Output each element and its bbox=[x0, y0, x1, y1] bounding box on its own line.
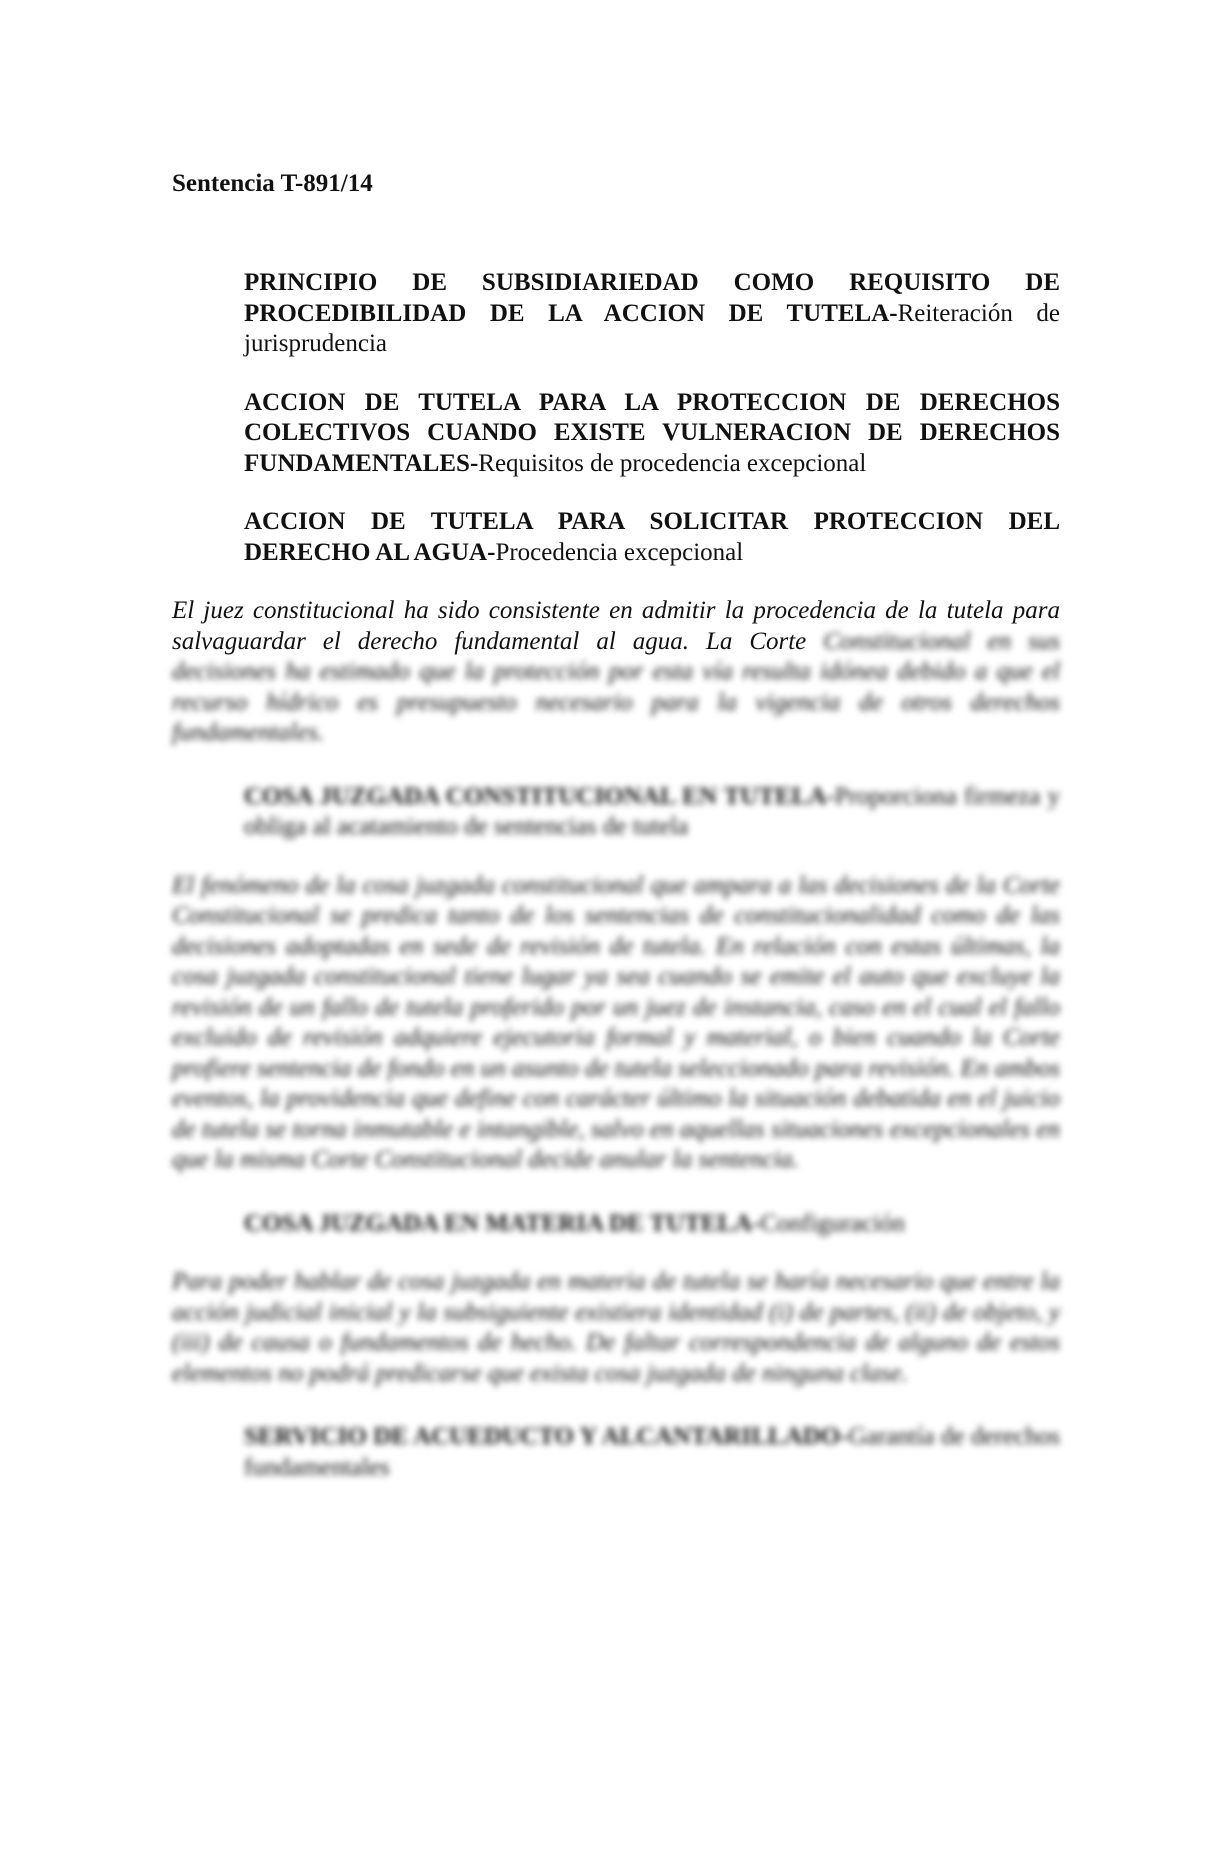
descriptor-4 bbox=[244, 782, 1060, 843]
descriptor-subheading: Procedencia excepcional bbox=[495, 538, 744, 566]
summary-paragraph bbox=[172, 596, 1060, 749]
document-title: Sentencia T-891/14 bbox=[172, 170, 373, 197]
descriptor-heading: COSA JUZGADA EN MATERIA DE TUTELA- bbox=[244, 1209, 761, 1237]
summary-paragraph-3: Para poder hablar de cosa juzgada en materia de tutela se haría necesario que entre la acción judicial inicial y la subsiguiente existiera identidad (i) de partes, (ii) de objeto, y (iii) de causa o fundamentos de hecho. De faltar correspondencia de alguno de estos elementos no podrá predicarse que exista cosa juzgada de ninguna clase. bbox=[172, 1268, 1060, 1387]
descriptor-heading: SERVICIO DE ACUEDUCTO Y ALCANTARILLADO- bbox=[244, 1423, 849, 1450]
descriptor-subheading: Proporciona firmeza y obliga al acatamiento de sentencias de tutela bbox=[244, 782, 1060, 840]
descriptor-subheading: Configuración bbox=[760, 1209, 905, 1237]
summary-blurred-text: Constitucional en sus decisiones ha estimado que la protección por esta vía resulta idónea debido a que el recurso hídrico es presupuesto necesario para la vigencia de otros derechos fundamentales. bbox=[172, 627, 1060, 746]
descriptor-heading: COSA JUZGADA CONSTITUCIONAL EN TUTELA- bbox=[244, 782, 835, 810]
descriptor-1 bbox=[244, 268, 1060, 360]
descriptor-2 bbox=[244, 388, 1060, 480]
document-body bbox=[172, 168, 1060, 1483]
summary-visible-text: El juez constitucional ha sido consistente en admitir la procedencia de la tutela para salvaguardar el derecho fundamental al agua. La Corte bbox=[172, 597, 1060, 655]
descriptor-3 bbox=[244, 507, 1060, 568]
descriptor-heading: ACCION DE TUTELA PARA SOLICITAR PROTECCION DEL DERECHO AL AGUA- bbox=[244, 508, 1060, 566]
descriptor-6 bbox=[244, 1422, 1060, 1483]
descriptor-heading: PRINCIPIO DE SUBSIDIARIEDAD COMO REQUISITO DE PROCEDIBILIDAD DE LA ACCION DE TUTELA- bbox=[244, 269, 1060, 327]
descriptor-subheading: Reiteración de jurisprudencia bbox=[244, 299, 1060, 357]
descriptor-subheading: Requisitos de procedencia excepcional bbox=[478, 449, 867, 477]
descriptor-subheading: Garantía de derechos fundamentales bbox=[244, 1423, 1061, 1481]
blurred-content bbox=[172, 782, 1060, 1484]
descriptor-heading: ACCION DE TUTELA PARA LA PROTECCION DE DERECHOS COLECTIVOS CUANDO EXISTE VULNERACION DE DERECHOS FUNDAMENTALES- bbox=[244, 388, 1060, 477]
summary-paragraph-2: El fenómeno de la cosa juzgada constitucional que ampara a las decisiones de la Corte Constitucional se predica tanto de los sentencias de constitucionalidad como de las decisiones adoptadas en sede de revisión de tutela. En relación con estas últimas, la cosa juzgada constitucional tiene lugar ya sea cuando se emite el auto que excluye la revisión de un fallo de tutela proferido por un juez de instancia, caso en el cual el fallo excluido de revisión adquiere ejecutoria formal y material, o bien cuando la Corte profiere sentencia de fondo en un asunto de tutela seleccionado para revisión. En ambos eventos, la providencia que define con carácter último la situación debatida en el juicio de tutela se torna inmutable e intangible, salvo en aquellas situaciones excepcionales en que la misma Corte Constitucional decide anular la sentencia. bbox=[172, 871, 1060, 1173]
descriptor-5 bbox=[244, 1209, 1060, 1240]
